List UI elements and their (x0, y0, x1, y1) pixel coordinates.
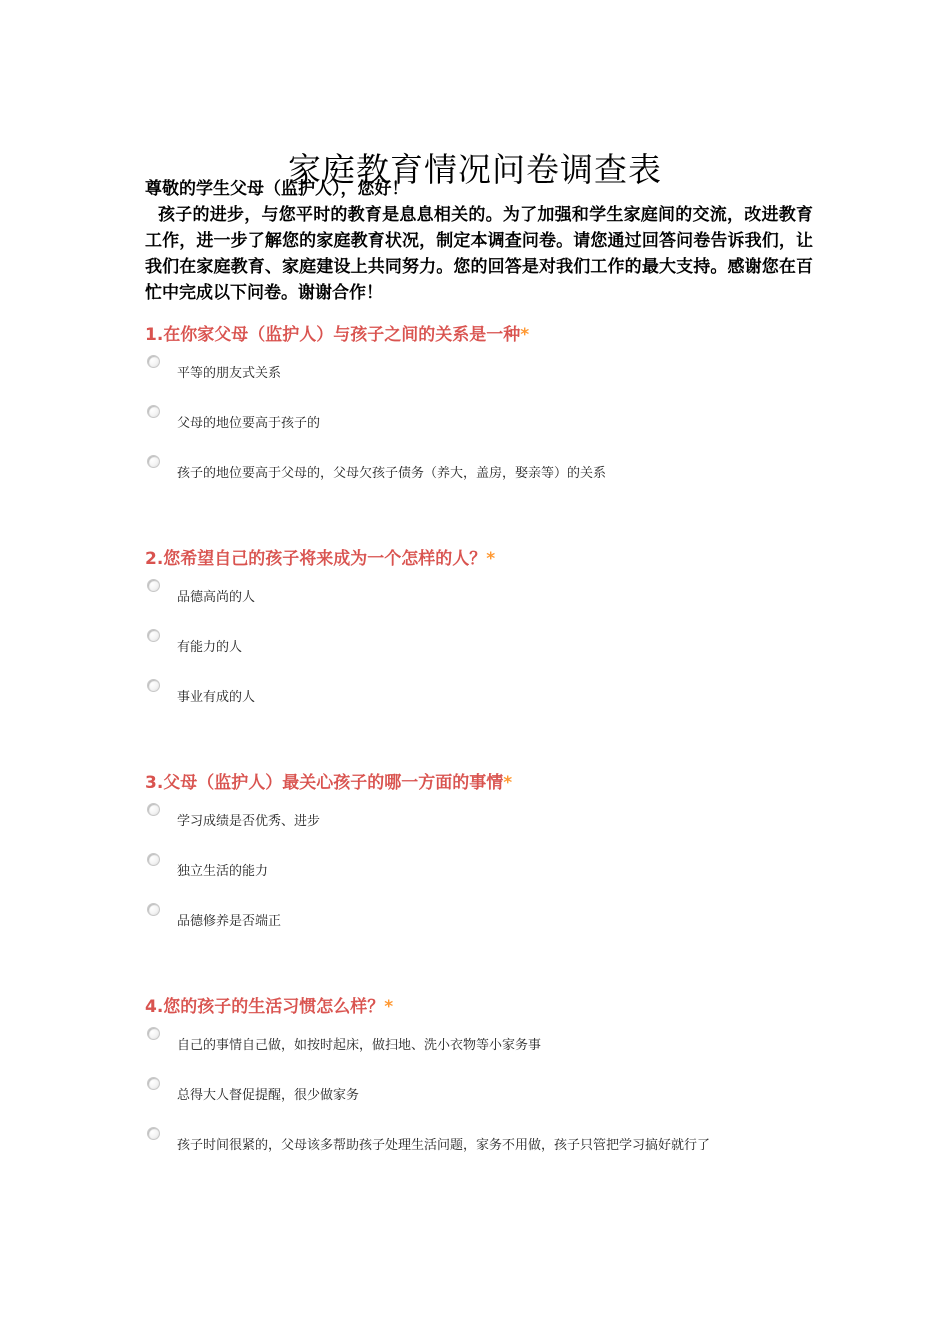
option-label[interactable]: 孩子的地位要高于父母的，父母欠孩子债务（养大，盖房，娶亲等）的关系 (177, 466, 607, 481)
option-item[interactable] (145, 1019, 845, 1069)
question-title: 3.父母（监护人）最关心孩子的哪一方面的事情* (145, 773, 513, 793)
option-item[interactable] (145, 895, 845, 945)
radio-button[interactable] (147, 455, 160, 468)
option-label[interactable]: 有能力的人 (177, 640, 243, 655)
page-title: 家庭教育情况问卷调查表 (288, 150, 662, 190)
radio-button[interactable] (147, 853, 160, 866)
option-item[interactable] (145, 347, 845, 397)
question-1 (145, 323, 845, 497)
required-mark: * (503, 773, 513, 793)
radio-button[interactable] (147, 679, 160, 692)
radio-button[interactable] (147, 1127, 160, 1140)
option-label[interactable]: 自己的事情自己做，如按时起床，做扫地、洗小衣物等小家务事 (177, 1038, 542, 1053)
option-item[interactable] (145, 571, 845, 621)
option-label[interactable]: 孩子时间很紧的，父母该多帮助孩子处理生活问题，家务不用做，孩子只管把学习搞好就行了 (177, 1138, 711, 1153)
intro-body: 孩子的进步，与您平时的教育是息息相关的。为了加强和学生家庭间的交流，改进教育工作，进一步了解您的家庭教育状况，制定本调查问卷。请您通过回答问卷告诉我们，让我们在家庭教育、家庭建设上共同努力。您的回答是对我们工作的最大支持。感谢您在百忙中完成以下问卷。谢谢合作！ (145, 205, 813, 303)
option-label[interactable]: 独立生活的能力 (177, 864, 269, 879)
options-list (145, 347, 845, 497)
option-label[interactable]: 平等的朋友式关系 (177, 366, 282, 381)
required-mark: * (520, 325, 530, 345)
question-3 (145, 771, 845, 945)
option-label[interactable]: 学习成绩是否优秀、进步 (177, 814, 321, 829)
question-title: 1.在你家父母（监护人）与孩子之间的关系是一种* (145, 325, 530, 345)
radio-button[interactable] (147, 579, 160, 592)
option-label[interactable]: 事业有成的人 (177, 690, 256, 705)
radio-button[interactable] (147, 629, 160, 642)
option-label[interactable]: 总得大人督促提醒，很少做家务 (177, 1088, 360, 1103)
option-item[interactable] (145, 671, 845, 721)
question-title: 4.您的孩子的生活习惯怎么样？* (145, 997, 394, 1017)
radio-button[interactable] (147, 405, 160, 418)
radio-button[interactable] (147, 803, 160, 816)
option-item[interactable] (145, 1119, 845, 1169)
radio-button[interactable] (147, 903, 160, 916)
option-item[interactable] (145, 1069, 845, 1119)
intro-greeting: 尊敬的学生父母（监护人），您好！ (145, 179, 409, 199)
intro-section (145, 176, 813, 306)
required-mark: * (384, 997, 394, 1017)
options-list (145, 571, 845, 721)
option-label[interactable]: 父母的地位要高于孩子的 (177, 416, 321, 431)
option-item[interactable] (145, 621, 845, 671)
options-list (145, 1019, 845, 1169)
options-list (145, 795, 845, 945)
radio-button[interactable] (147, 355, 160, 368)
option-label[interactable]: 品德高尚的人 (177, 590, 256, 605)
required-mark: * (486, 549, 496, 569)
option-label[interactable]: 品德修养是否端正 (177, 914, 282, 929)
radio-button[interactable] (147, 1027, 160, 1040)
option-item[interactable] (145, 447, 845, 497)
question-4 (145, 995, 845, 1169)
option-item[interactable] (145, 845, 845, 895)
option-item[interactable] (145, 397, 845, 447)
radio-button[interactable] (147, 1077, 160, 1090)
question-title: 2.您希望自己的孩子将来成为一个怎样的人？* (145, 549, 496, 569)
option-item[interactable] (145, 795, 845, 845)
question-2 (145, 547, 845, 721)
